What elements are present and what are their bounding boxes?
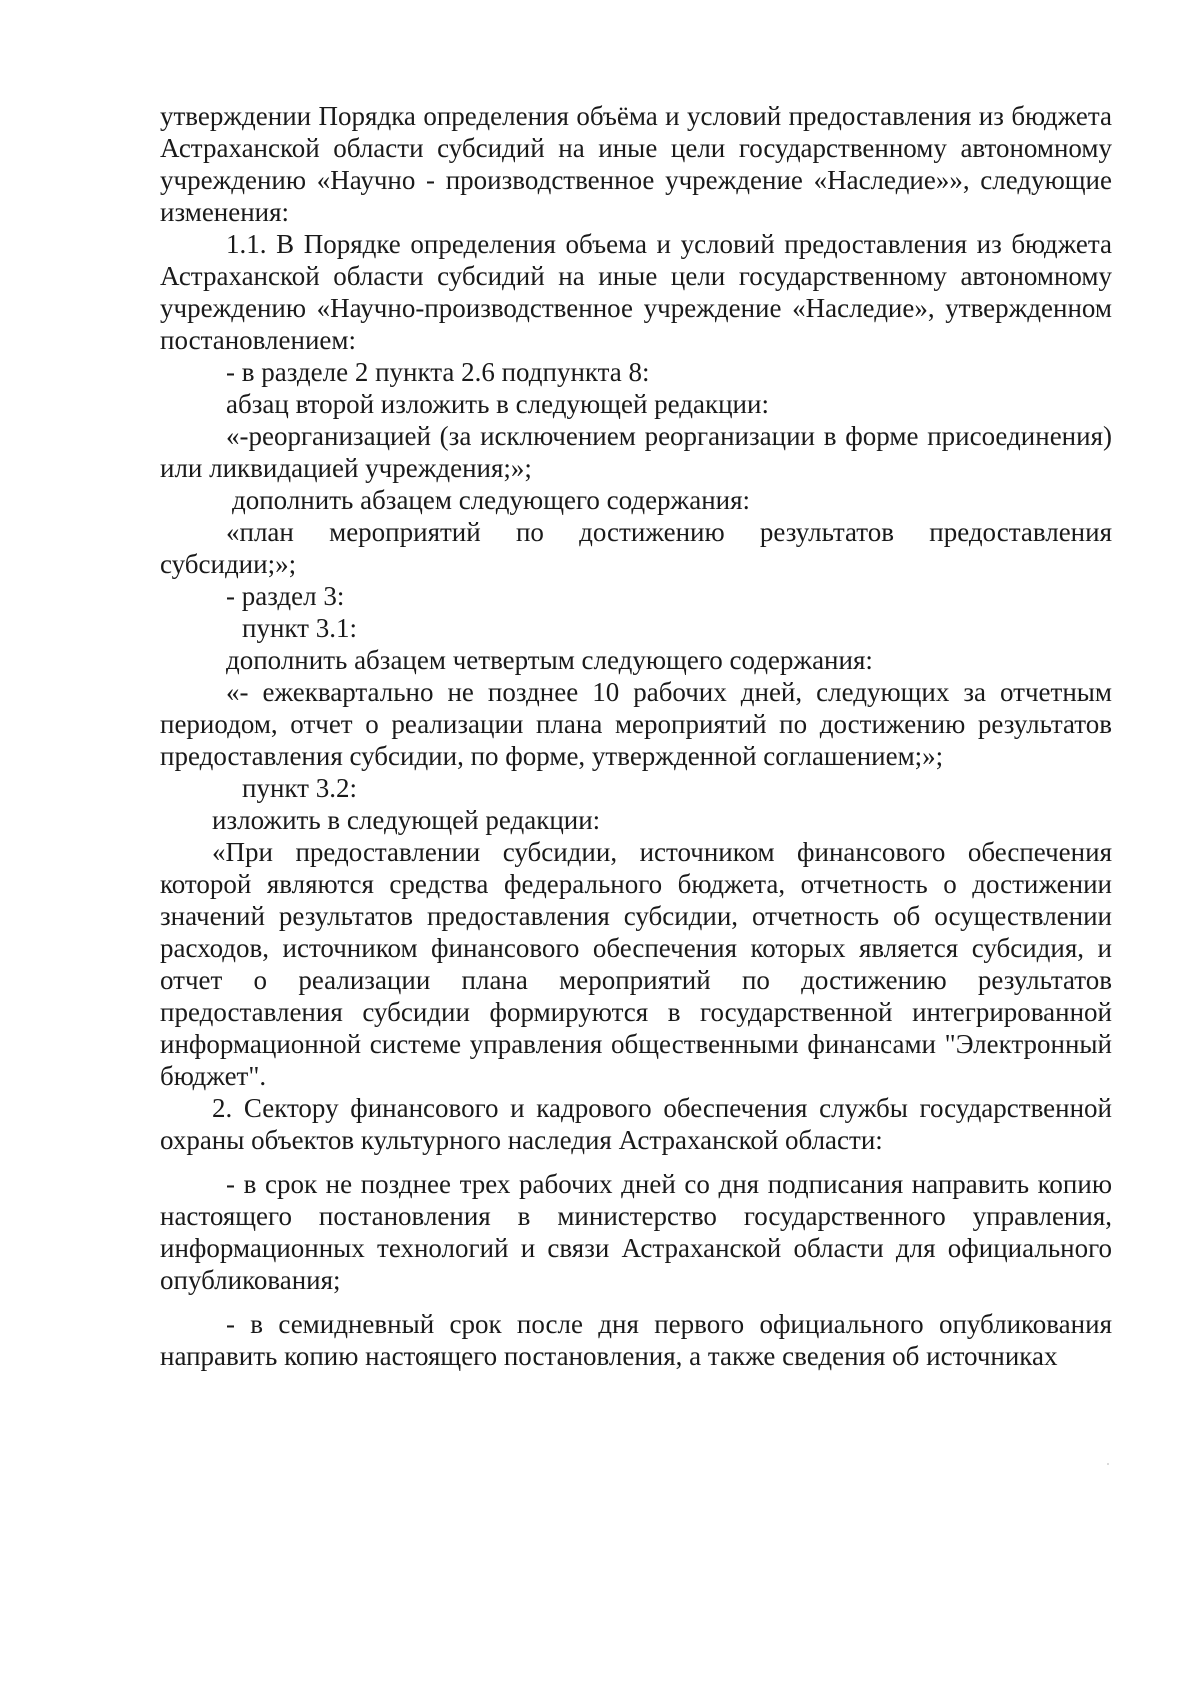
paragraph-2-sector: 2. Сектору финансового и кадрового обеспечения службы государственной охраны объектов культурного наследия Астраханской области:	[160, 1093, 1112, 1155]
paragraph-1-1: 1.1. В Порядке определения объема и условий предоставления из бюджета Астраханской области субсидий на иные цели государственному автономному учреждению «Научно-производственное учреждение «Наследие», утвержденном постановлением:	[160, 229, 1112, 355]
paragraph-quarterly: «- ежеквартально не позднее 10 рабочих дней, следующих за отчетным периодом, отчет о реализации плана мероприятий по достижению результатов предоставления субсидии, по форме, утвержденной соглашением;»;	[160, 677, 1112, 771]
paragraph-section-2: - в разделе 2 пункта 2.6 подпункта 8:	[226, 357, 650, 387]
paragraph-abzac-second: абзац второй изложить в следующей редакции:	[226, 389, 769, 419]
paragraph-seven-days: - в семидневный срок после дня первого официального опубликования направить копию настоящего постановления, а также сведения об источниках	[160, 1309, 1112, 1371]
paragraph-supplement: дополнить абзацем следующего содержания:	[232, 485, 751, 515]
paragraph-subsidy-reporting: «При предоставлении субсидии, источником финансового обеспечения которой являются средства федерального бюджета, отчетность о достижении значений результатов предоставления субсидии, отчетность об осуществлении расходов, источником финансового обеспечения которых является субсидия, и отчет о реализации плана мероприятий по достижению результатов предоставления субсидии формируются в государственной интегрированной информационной системе управления общественными финансами "Электронный бюджет".	[160, 837, 1112, 1091]
paragraph-state-edition: изложить в следующей редакции:	[212, 805, 601, 835]
paragraph-point-3-2: пункт 3.2:	[242, 773, 357, 803]
scan-speck	[1107, 1463, 1109, 1465]
paragraph-reorganization: «-реорганизацией (за исключением реорганизации в форме присоединения) или ликвидацией учреждения;»;	[160, 421, 1112, 483]
paragraph-intro: утверждении Порядка определения объёма и условий предоставления из бюджета Астраханской области субсидий на иные цели государственному автономному учреждению «Научно - производственное учреждение «Наследие»», следующие изменения:	[160, 101, 1112, 227]
paragraph-point-3-1: пункт 3.1:	[242, 613, 357, 643]
paragraph-fourth-abzac: дополнить абзацем четвертым следующего содержания:	[226, 645, 873, 675]
paragraph-three-days: - в срок не позднее трех рабочих дней со дня подписания направить копию настоящего постановления в министерство государственного управления, информационных технологий и связи Астраханской области для официального опубликования;	[160, 1169, 1112, 1295]
paragraph-plan: «план мероприятий по достижению результатов предоставления субсидии;»;	[160, 517, 1112, 579]
paragraph-section-3: - раздел 3:	[226, 581, 345, 611]
